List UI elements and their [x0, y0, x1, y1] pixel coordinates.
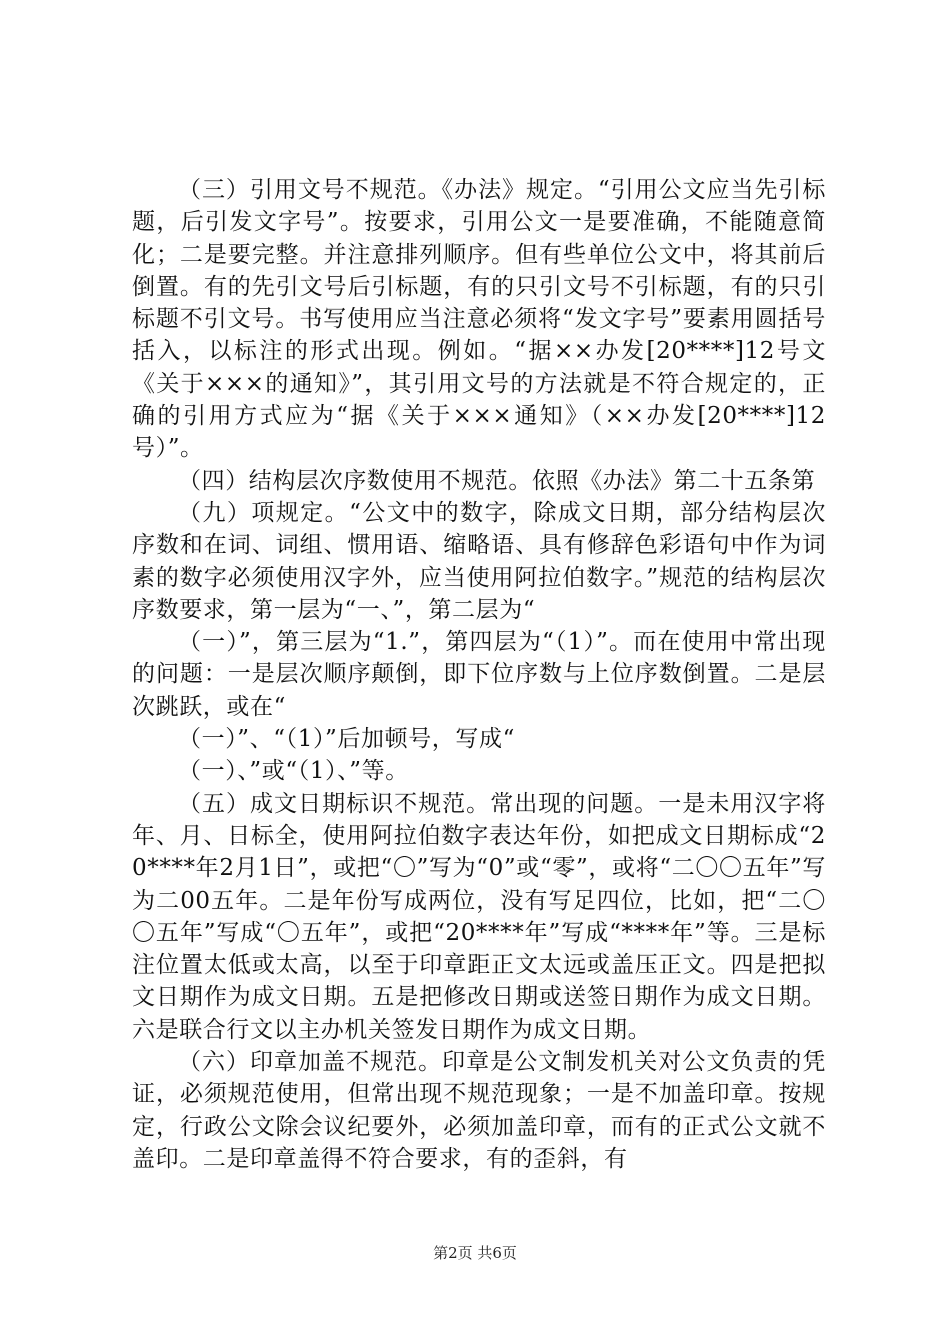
paragraph-comma-example: （一）、”或“（1）、”等。: [178, 758, 409, 785]
paragraph-citation-number: （三）引用文号不规范。《办法》规定。“引用公文应当先引标题，后引发文字号”。按要求，引用公文一是要准确，不能随意简化；二是要完整。并注意排列顺序。但有些单位公文中，将其前后倒置。有的先引文号后引标题，有的只引文号不引标题，有的只引标题不引文号。书写使用应当注意必须将“发文字号”要素用圆括号括入，以标注的形式出现。例如。“据××办发[20****]12号文《关于×××的通知》”，其引用文号的方法就是不符合规定的，正确的引用方式应为“据《关于×××通知》（××办发[20****]12号）”。: [132, 177, 826, 462]
paragraph-date-format: （五）成文日期标识不规范。常出现的问题。一是未用汉字将年、月、日标全，使用阿拉伯数字表达年份，如把成文日期标成“20****年2月1日”，或把“〇”写为“0”或“零”，或将“二〇〇五年”写为二00五年。二是年份写成两位，没有写足四位，比如，把“二〇〇五年”写成“〇五年”，或把“20****年”写成“****年”等。三是标注位置太低或太高，以至于印章距正文太远或盖压正文。四是把拟文日期作为成文日期。五是把修改日期或送签日期作为成文日期。六是联合行文以主办机关签发日期作为成文日期。: [132, 790, 826, 1043]
paragraph-number-rule: （九）项规定。“公文中的数字，除成文日期，部分结构层次序数和在词、词组、惯用语、缩略语、具有修辞色彩语句中作为词素的数字必须使用汉字外，应当使用阿拉伯数字。”规范的结构层次序数要求，第一层为“一、”，第二层为“: [132, 499, 826, 623]
page-footer: 第2页 共6页: [433, 1244, 517, 1262]
paragraph-comma-error: （一）”、“（1）”后加顿号，写成“: [178, 726, 515, 753]
document-body: [132, 174, 826, 1175]
paragraph-structure-level: （四）结构层次序数使用不规范。依照《办法》第二十五条第: [178, 467, 816, 494]
paragraph-level-problems: （一）”，第三层为“1.”，第四层为“（1）”。而在使用中常出现的问题：一是层次顺序颠倒，即下位序数与上位序数倒置。二是层次跳跃，或在“: [132, 629, 826, 720]
paragraph-seal-usage: （六）印章加盖不规范。印章是公文制发机关对公文负责的凭证，必须规范使用，但常出现不规范现象；一是不加盖印章。按规定，行政公文除会议纪要外，必须加盖印章，而有的正式公文就不盖印。二是印章盖得不符合要求，有的歪斜，有: [132, 1049, 826, 1172]
